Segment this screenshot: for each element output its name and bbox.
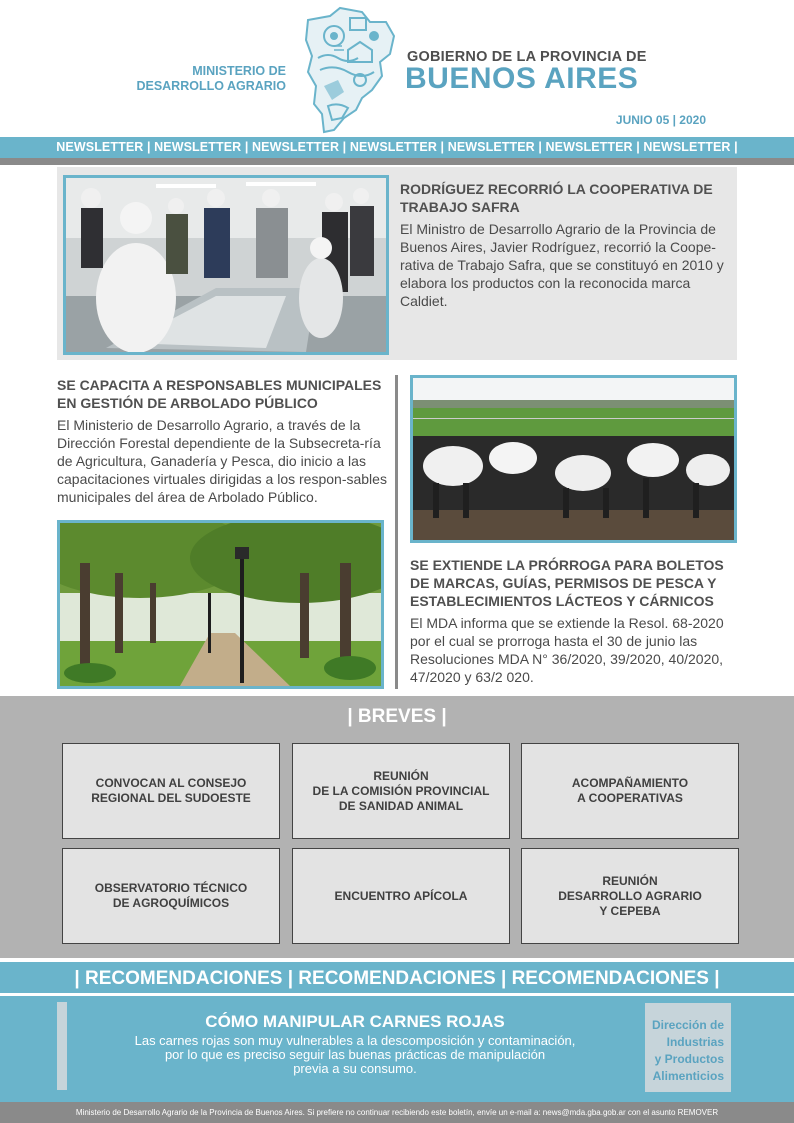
breves-title: | BREVES | xyxy=(347,706,447,727)
government-line: GOBIERNO DE LA PROVINCIA DE xyxy=(407,49,647,65)
article-safra-title: RODRÍGUEZ RECORRIÓ LA COOPERATIVA DE TRABAJO SAFRA xyxy=(400,181,713,215)
recomendaciones-box xyxy=(0,996,794,1102)
footer-disclaimer: Ministerio de Desarrollo Agrario de la Provincia de Buenos Aires. Si prefiere no continuar recibiendo este boletín, envíe un e-mail a: news@mda.gba.gob.ar con el asunto REMOVER xyxy=(0,1102,794,1123)
divider xyxy=(0,158,794,165)
factory-workers-photo xyxy=(63,175,389,355)
province-name: BUENOS AIRES xyxy=(405,62,639,95)
recomendacion-title: CÓMO MANIPULAR CARNES ROJAS xyxy=(205,1012,505,1031)
article-arbolado-text xyxy=(57,376,387,506)
brief-item[interactable]: REUNIÓN DESARROLLO AGRARIO Y CEPEBA xyxy=(521,848,739,944)
article-arbolado-title: SE CAPACITA A RESPONSABLES MUNICIPALES EN GESTIÓN DE ARBOLADO PÚBLICO xyxy=(57,377,382,411)
recomendaciones-bar: | RECOMENDACIONES | RECOMENDACIONES | RECOMENDACIONES | xyxy=(0,962,794,995)
issue-date: JUNIO 05 | 2020 xyxy=(615,113,706,127)
article-prorroga-body: El MDA informa que se extiende la Resol. 68-2020 por el cual se prorroga hasta el 30 de junio las Resoluciones MDA N° 36/2020, 39/2020, 40/2020, 47/2020 y 63/2 020. xyxy=(410,615,724,685)
brief-item[interactable]: ENCUENTRO APÍCOLA xyxy=(292,848,510,944)
article-prorroga-title: SE EXTIENDE LA PRÓRROGA PARA BOLETOS DE MARCAS, GUÍAS, PERMISOS DE PESCA Y ESTABLECIMIENTOS LÁCTEOS Y CÁRNICOS xyxy=(410,557,724,609)
ministry-line-2: DESARROLLO AGRARIO xyxy=(136,79,286,93)
article-arbolado-body: El Ministerio de Desarrollo Agrario, a través de la Dirección Forestal dependiente de la Subsecreta-ría de Agricultura, Ganadería y Pesca, dio inicio a las capacitaciones virtuales dirigidas a los respon-sables municipales del área de Arbolado Público. xyxy=(57,417,387,505)
column-divider xyxy=(395,375,398,689)
ministry-name xyxy=(136,64,286,94)
brief-item[interactable]: CONVOCAN AL CONSEJO REGIONAL DEL SUDOESTE xyxy=(62,743,280,839)
header xyxy=(0,0,794,137)
brief-item[interactable]: OBSERVATORIO TÉCNICO DE AGROQUÍMICOS xyxy=(62,848,280,944)
brief-item[interactable]: ACOMPAÑAMIENTO A COOPERATIVAS xyxy=(521,743,739,839)
ministry-line-1: MINISTERIO DE xyxy=(192,64,286,78)
newsletter-bar: NEWSLETTER | NEWSLETTER | NEWSLETTER | NEWSLETTER | NEWSLETTER | NEWSLETTER | NEWSLETTER | xyxy=(0,137,794,158)
dairy-cows-photo xyxy=(410,375,737,543)
article-safra-body: El Ministro de Desarrollo Agrario de la Provincia de Buenos Aires, Javier Rodríguez, recorrió la Coope-rativa de Trabajo Safra, que se constituyó en 2010 y elabora los productos con la reconocida marca Caldiet. xyxy=(400,221,724,309)
article-prorroga-text xyxy=(410,556,740,686)
province-map-logo-icon xyxy=(304,6,398,134)
tree-lined-path-photo xyxy=(57,520,384,689)
article-safra xyxy=(57,167,737,360)
brief-item[interactable]: REUNIÓN DE LA COMISIÓN PROVINCIAL DE SANIDAD ANIMAL xyxy=(292,743,510,839)
recomendacion-text: Las carnes rojas son muy vulnerables a la descomposición y contaminación, por lo que es preciso seguir las buenas prácticas de manipulación previa a su consumo. xyxy=(134,1033,576,1076)
direccion-label: Dirección de Industrias y Productos Alimenticios xyxy=(645,1003,731,1092)
breves-section xyxy=(0,696,794,958)
